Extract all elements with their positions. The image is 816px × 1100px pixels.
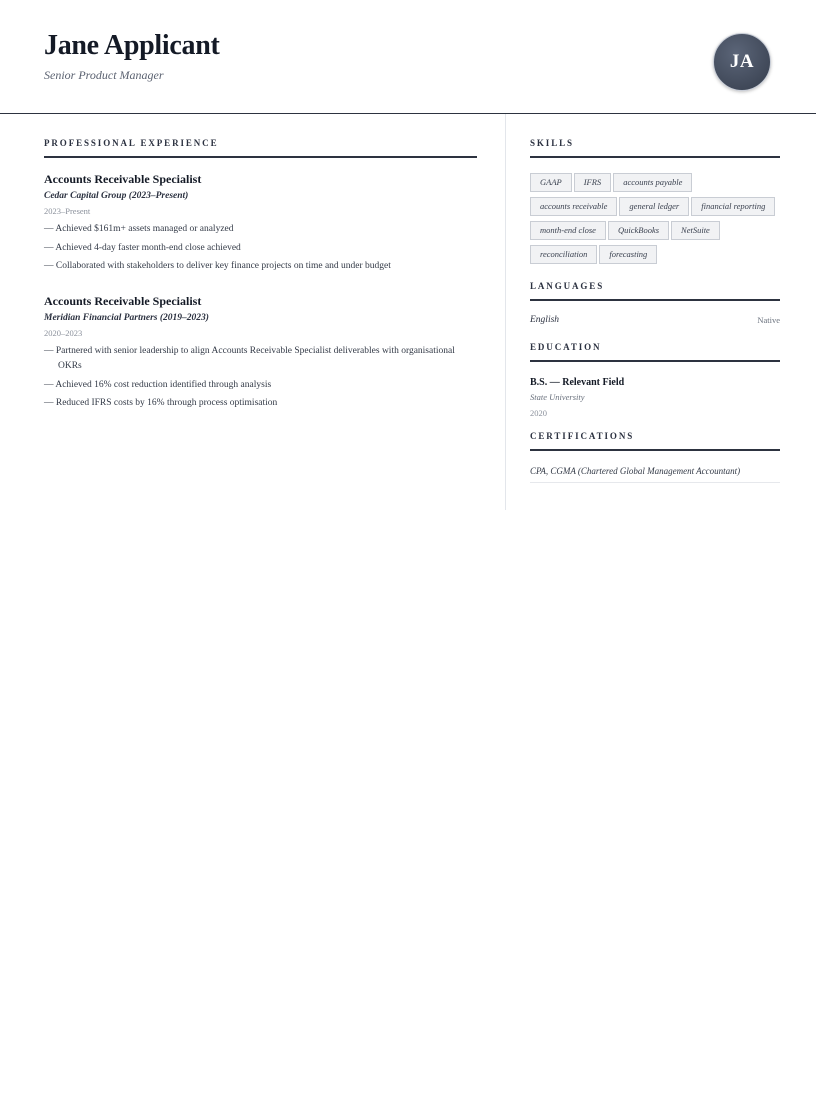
job-bullet: — Achieved 4-day faster month-end close achieved bbox=[44, 242, 241, 253]
avatar bbox=[713, 33, 771, 91]
language-level: Native bbox=[757, 315, 780, 325]
job-company: Cedar Capital Group (2023–Present) bbox=[44, 191, 189, 201]
certification-item: CPA, CGMA (Chartered Global Management Accountant) bbox=[530, 465, 780, 483]
education-heading: EDUCATION bbox=[530, 342, 780, 362]
job-bullet: — Reduced IFRS costs by 16% through process optimisation bbox=[44, 398, 278, 408]
job-bullet: — Achieved $161m+ assets managed or analyzed bbox=[44, 224, 234, 234]
skill-tag: forecasting bbox=[599, 245, 657, 264]
experience-heading: PROFESSIONAL EXPERIENCE bbox=[44, 138, 477, 158]
certifications-section bbox=[530, 431, 780, 483]
job-bullet: — Achieved 16% cost reduction identified through analysis bbox=[44, 379, 272, 390]
candidate-name: Jane Applicant bbox=[44, 30, 220, 61]
job-dates: 2020–2023 bbox=[44, 328, 83, 338]
skill-tag: NetSuite bbox=[671, 221, 720, 240]
job-bullets bbox=[44, 344, 477, 411]
skill-tag: QuickBooks bbox=[608, 221, 669, 240]
language-name: English bbox=[530, 315, 560, 325]
job-title: Accounts Receivable Specialist bbox=[44, 172, 202, 186]
job-bullets bbox=[44, 222, 477, 274]
skill-tag: general ledger bbox=[619, 197, 689, 216]
skill-tag: reconciliation bbox=[530, 245, 597, 264]
avatar-initials: JA bbox=[729, 51, 755, 72]
job-entry bbox=[44, 172, 477, 274]
bullet-text: Collaborated with stakeholders to deliver key finance projects on time and under budget bbox=[55, 261, 391, 271]
job-title: Accounts Receivable Specialist bbox=[44, 294, 202, 308]
job-company: Meridian Financial Partners (2019–2023) bbox=[44, 313, 209, 323]
skill-tag: IFRS bbox=[574, 173, 611, 192]
skill-tag: month-end close bbox=[530, 221, 606, 240]
resume-header bbox=[0, 0, 816, 114]
job-bullet: — Collaborated with stakeholders to deliver key finance projects on time and under budget bbox=[44, 261, 391, 271]
job-bullet: — Partnered with senior leadership to align Accounts Receivable Specialist deliverables with organisational OKRs bbox=[44, 346, 455, 371]
bullet-text: Reduced IFRS costs by 16% through process optimisation bbox=[55, 398, 278, 408]
main-column bbox=[44, 138, 477, 415]
languages-section bbox=[530, 281, 780, 325]
education-degree: B.S. — Relevant Field bbox=[530, 377, 625, 388]
sidebar-column bbox=[530, 138, 780, 483]
skill-tag: accounts payable bbox=[613, 173, 692, 192]
education-school: State University bbox=[530, 392, 585, 402]
candidate-title: Senior Product Manager bbox=[44, 68, 164, 82]
skill-tag: accounts receivable bbox=[530, 197, 617, 216]
job-entry bbox=[44, 294, 477, 411]
certifications-heading: CERTIFICATIONS bbox=[530, 431, 780, 451]
bullet-text: Achieved $161m+ assets managed or analyzed bbox=[55, 224, 234, 234]
skill-tag: financial reporting bbox=[691, 197, 775, 216]
bullet-text: Partnered with senior leadership to align Accounts Receivable Specialist deliverables with organisational OKRs bbox=[55, 346, 455, 371]
skill-tag: GAAP bbox=[530, 173, 572, 192]
language-row bbox=[530, 315, 780, 325]
job-dates: 2023–Present bbox=[44, 206, 91, 216]
languages-heading: LANGUAGES bbox=[530, 281, 780, 301]
column-divider bbox=[505, 114, 506, 510]
skills-tags bbox=[530, 173, 780, 264]
bullet-text: Achieved 4-day faster month-end close achieved bbox=[55, 242, 241, 253]
education-section bbox=[530, 342, 780, 419]
skills-heading: SKILLS bbox=[530, 138, 780, 158]
bullet-text: Achieved 16% cost reduction identified through analysis bbox=[55, 379, 272, 390]
education-year: 2020 bbox=[530, 408, 547, 418]
